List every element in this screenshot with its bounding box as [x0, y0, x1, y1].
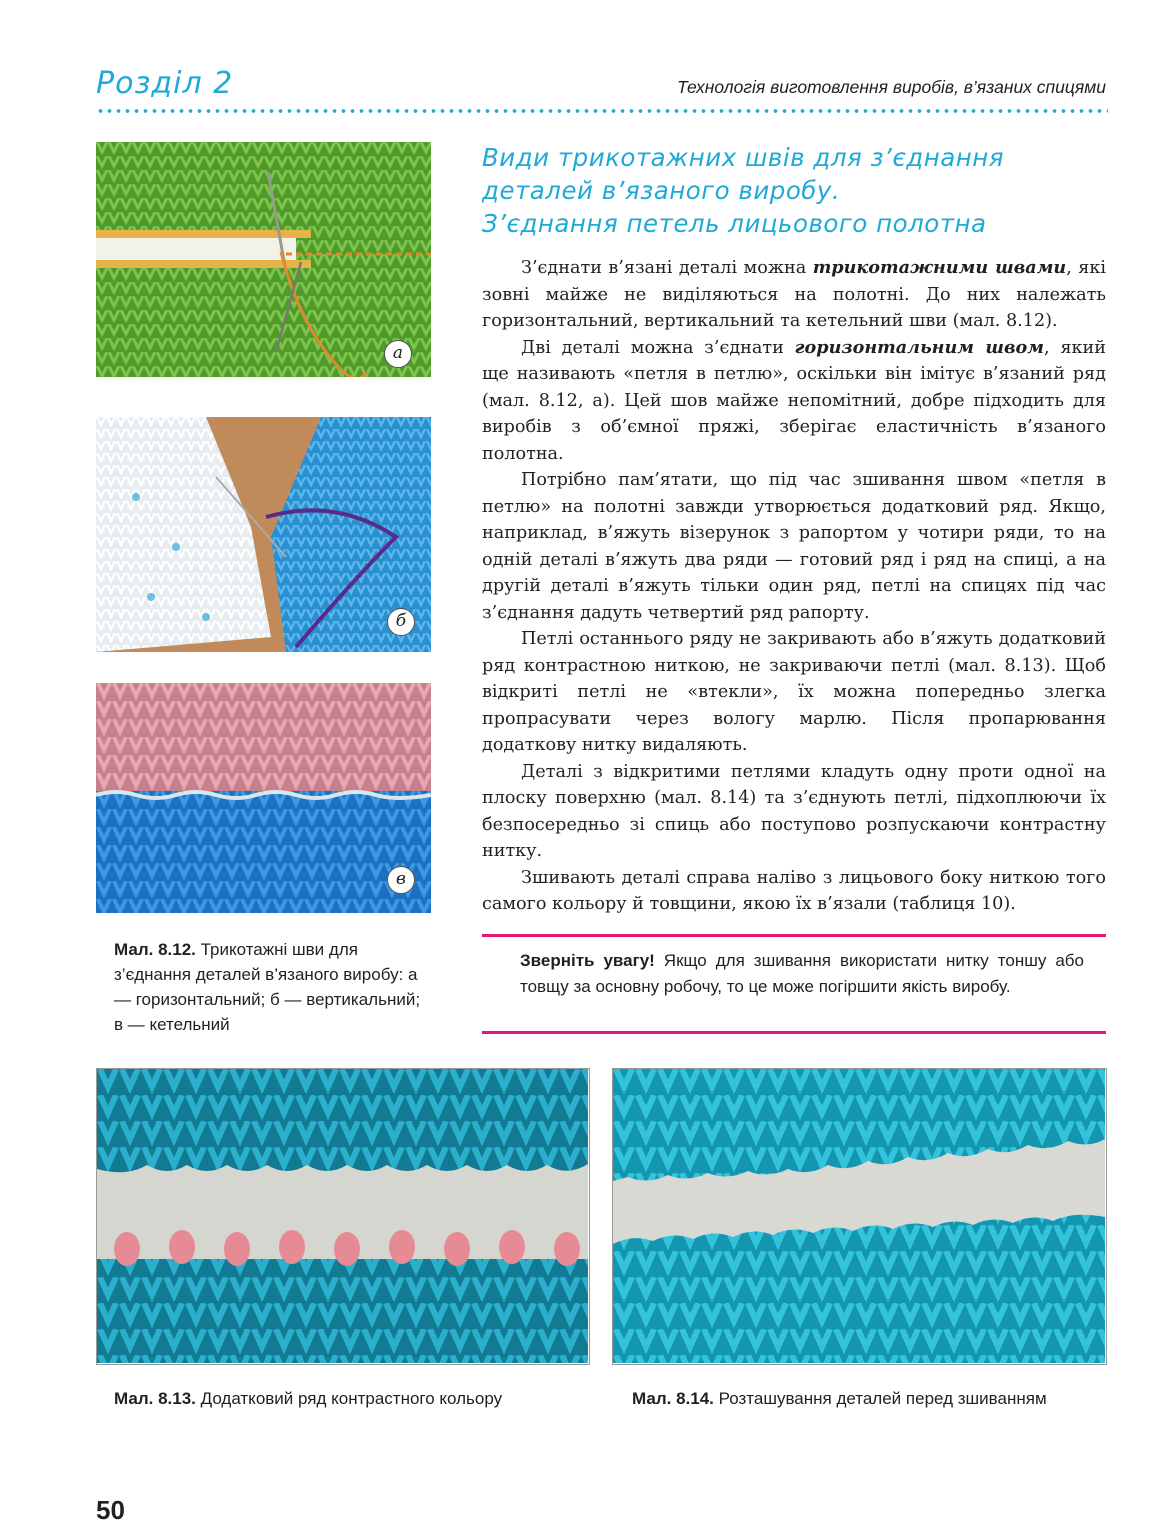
photo-contrast-row [96, 1068, 590, 1365]
heading-line: З’єднання петель лицьового полотна [482, 209, 987, 238]
figure-badge-a: а [384, 340, 412, 368]
figure-badge-v: в [387, 866, 415, 894]
photo-vertical-seam [96, 417, 431, 652]
text-run: , які зовні майже не виділяються на полотні. До них належать горизонтальний, вертикальний та кетельний шви (мал. 8.12). [482, 258, 1106, 331]
paragraph [482, 335, 1106, 468]
body-text [482, 255, 1106, 918]
photo-parts-before-sewing [612, 1068, 1107, 1365]
emphasis-term: трикотажними швами [812, 257, 1067, 278]
text-run: Деталі з відкритими петлями кладуть одну проти одної на плоску поверхню (мал. 8.14) та з’єднують петлі, підхоплюючи їх безпосередньо зі спиць або поступово розпускаючи контрастну нитку. [482, 761, 1106, 861]
photo-kettle-seam [96, 683, 431, 913]
caption-number: Мал. 8.12. [114, 940, 196, 959]
text-run: Зшивають деталі справа наліво з лицьового боку ниткою того самого кольору й товщини, якою їх в’язали (таблиця 10). [482, 867, 1106, 914]
photo-horizontal-seam [96, 142, 431, 377]
attention-note [482, 934, 1106, 1034]
note-lead: Зверніть увагу! [520, 951, 655, 970]
caption-text: Трикотажні шви для з’єднання деталей в’язаного виробу: а — горизонтальний; б — вертикальний; в — кетельний [114, 940, 421, 1034]
text-run: , який ще називають «петля в петлю», оскільки він імітує в’язаний ряд (мал. 8.12, а). Цей шов майже непомітний, добре підходить для виробів з об’ємної пряжі, зберігає еластичність в’язаного полотна. [482, 337, 1106, 464]
caption-number: Мал. 8.14. [632, 1389, 714, 1408]
running-header: Технологія виготовлення виробів, в’язаних спицями [676, 77, 1106, 97]
caption-fig-8-12 [114, 937, 424, 1037]
caption-fig-8-13 [114, 1386, 584, 1411]
paragraph [482, 759, 1106, 865]
text-run: Потрібно пам’ятати, що під час зшивання швом «петля в петлю» на полотні завжди утворюється додатковий ряд. Якщо, наприклад, в’яжуть візерунок з рапортом у чотири ряди, то на одній деталі в’яжуть два ряди — готовий ряд і ряд на спиці, а на другій деталі в’яжуть тільки один ряд, петлі на спицях під час з’єднання дадуть четвертий ряд рапорту. [482, 470, 1106, 623]
caption-number: Мал. 8.13. [114, 1389, 196, 1408]
text-run: Петлі останнього ряду не закривають або в’яжуть додатковий ряд контрастною ниткою, не закриваючи петлі (мал. 8.13). Щоб відкриті петлі не «втекли», їх можна попередньо злегка пропрасувати через вологу марлю. Після пропарювання додаткову нитку видаляють. [482, 629, 1106, 755]
heading-line: деталей в’язаного виробу. [482, 176, 841, 205]
paragraph [482, 467, 1106, 626]
paragraph [482, 865, 1106, 918]
caption-text: Додатковий ряд контрастного кольору [195, 1389, 503, 1408]
text-run: З’єднати в’язані деталі можна [521, 258, 813, 278]
caption-text: Розташування деталей перед зшиванням [713, 1389, 1047, 1408]
paragraph [482, 626, 1106, 759]
paragraph [482, 255, 1106, 335]
text-run: Дві деталі можна з’єднати [521, 337, 795, 358]
figure-badge-b: б [387, 608, 415, 636]
header-dotted-rule [96, 108, 1108, 114]
note-text: Якщо для зшивання використати нитку тоншу або товщу за основну робочу, то це може погіршити якість виробу. [520, 951, 1084, 996]
emphasis-term: горизонтальним швом [794, 336, 1045, 358]
heading-line: Види трикотажних швів для з’єднання [482, 143, 1005, 172]
caption-fig-8-14 [632, 1386, 1102, 1411]
page-number: 50 [96, 1495, 125, 1525]
section-heading [482, 141, 1102, 240]
chapter-label: Розділ 2 [96, 66, 234, 101]
